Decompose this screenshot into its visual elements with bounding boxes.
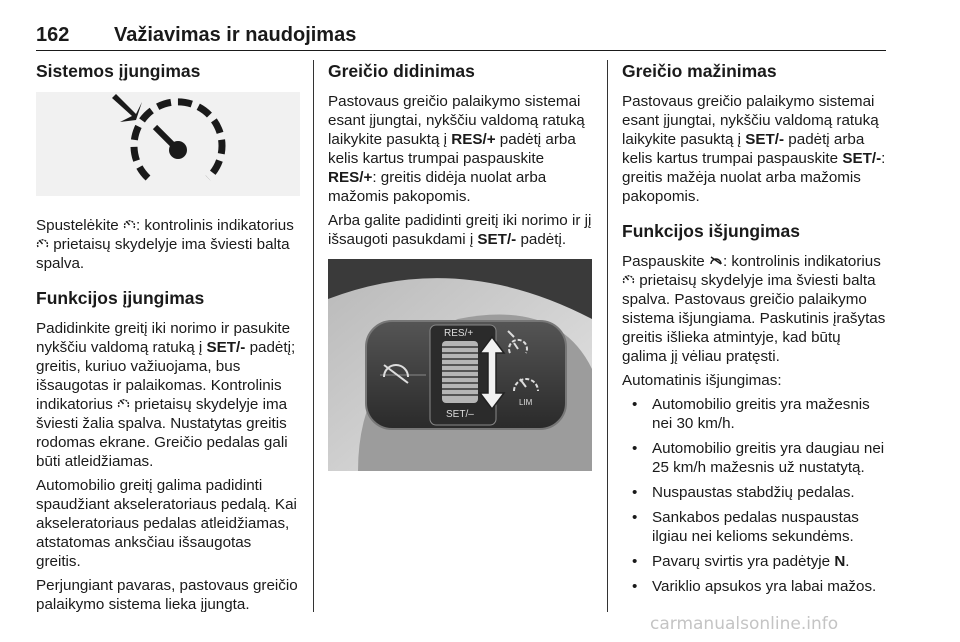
cruise-control-icon [622,273,635,285]
section-heading: Funkcijos išjungimas [622,221,800,241]
steering-wheel-controls [328,259,592,471]
paragraph: Padidinkite greitį iki norimo ir pasukite nykščiu valdomą ratuką į SET/- padėtį; greitis, kuriuo važiuojama, bus išsaugotas ir palaikomas. Kontrolinis indikatorius prietaisų skydelyje ima šviesti žalia spalva. Nustatytas greitis rodomas ekrane. Greičio pedalas gali būti atleidžiamas. [36,320,296,470]
cruise-control-icon [36,237,49,249]
res-label: RES/+ [444,328,474,339]
section-heading: Sistemos įjungimas [36,61,201,81]
section-heading: Greičio didinimas [328,61,475,81]
column-middle [328,60,592,471]
column-right [622,60,886,602]
lim-label: LIM [519,398,533,407]
page-title: Važiavimas ir naudojimas [114,24,357,46]
auto-off-list [622,395,886,596]
list-item: • Automobilio greitis yra daugiau nei 25 km/h mažesnis už nustatytą. [622,439,886,477]
paragraph: Paspauskite : kontrolinis indikatorius prietaisų skydelyje ima šviesti balta spalva. Pastovaus greičio palaikymo sistema išjungiama. Paskutinis įrašytas greitis išlieka atmintyje, kad būtų galima jį vėliau pratęsti. [622,253,886,365]
watermark: carmanualsonline.info [650,614,839,634]
list-item: • Variklio apsukos yra labai mažos. [622,577,886,596]
paragraph: Pastovaus greičio palaikymo sistemai esant įjungtai, nykščiu valdomą ratuką laikykite pasuktą į RES/+ padėtį arba kelis kartus trumpai paspauskite RES/+: greitis didėja nuolat arba mažomis pakopomis. [328,93,585,205]
list-item: • Pavarų svirtis yra padėtyje N. [622,552,886,571]
cruise-illustration [36,92,300,196]
list-item: • Nuspaustas stabdžių pedalas. [622,483,886,502]
cruise-control-icon [123,218,136,230]
page-number: 162 [36,24,70,46]
section-heading: Greičio mažinimas [622,61,777,81]
column-divider [607,60,608,612]
steering-wheel-photo [328,259,592,471]
paragraph: Arba galite padidinti greitį iki norimo ir jį išsaugoti pasukdami į SET/- padėtį. [328,212,592,248]
cruise-control-icon [36,92,300,196]
page-header [36,20,886,51]
list-item: • Sankabos pedalas nuspaustas ilgiau nei kelioms sekundėms. [622,508,886,546]
paragraph: Pastovaus greičio palaikymo sistemai esant įjungtai, nykščiu valdomą ratuką laikykite pasuktą į SET/- padėtį arba kelis kartus trumpai paspauskite SET/-: greitis mažėja nuolat arba mažomis pakopomis. [622,93,886,205]
paragraph: Perjungiant pavaras, pastovaus greičio palaikymo sistema lieka įjungta. [36,577,298,613]
cruise-control-icon [117,397,130,409]
paragraph: Spustelėkite : kontrolinis indikatorius prietaisų skydelyje ima šviesti balta spalva. [36,217,294,272]
column-divider [313,60,314,612]
column-left [36,60,300,619]
cruise-cancel-icon [709,254,723,266]
set-label: SET/– [446,409,474,420]
list-item: • Automobilio greitis yra mažesnis nei 30 km/h. [622,395,886,433]
section-heading: Funkcijos įjungimas [36,288,205,308]
paragraph: Automatinis išjungimas: [622,372,782,389]
paragraph: Automobilio greitį galima padidinti spaudžiant akseleratoriaus pedalą. Kai akseleratoriaus pedalas atleidžiamas, atstatomas anksčiau išsaugotas greitis. [36,477,297,570]
